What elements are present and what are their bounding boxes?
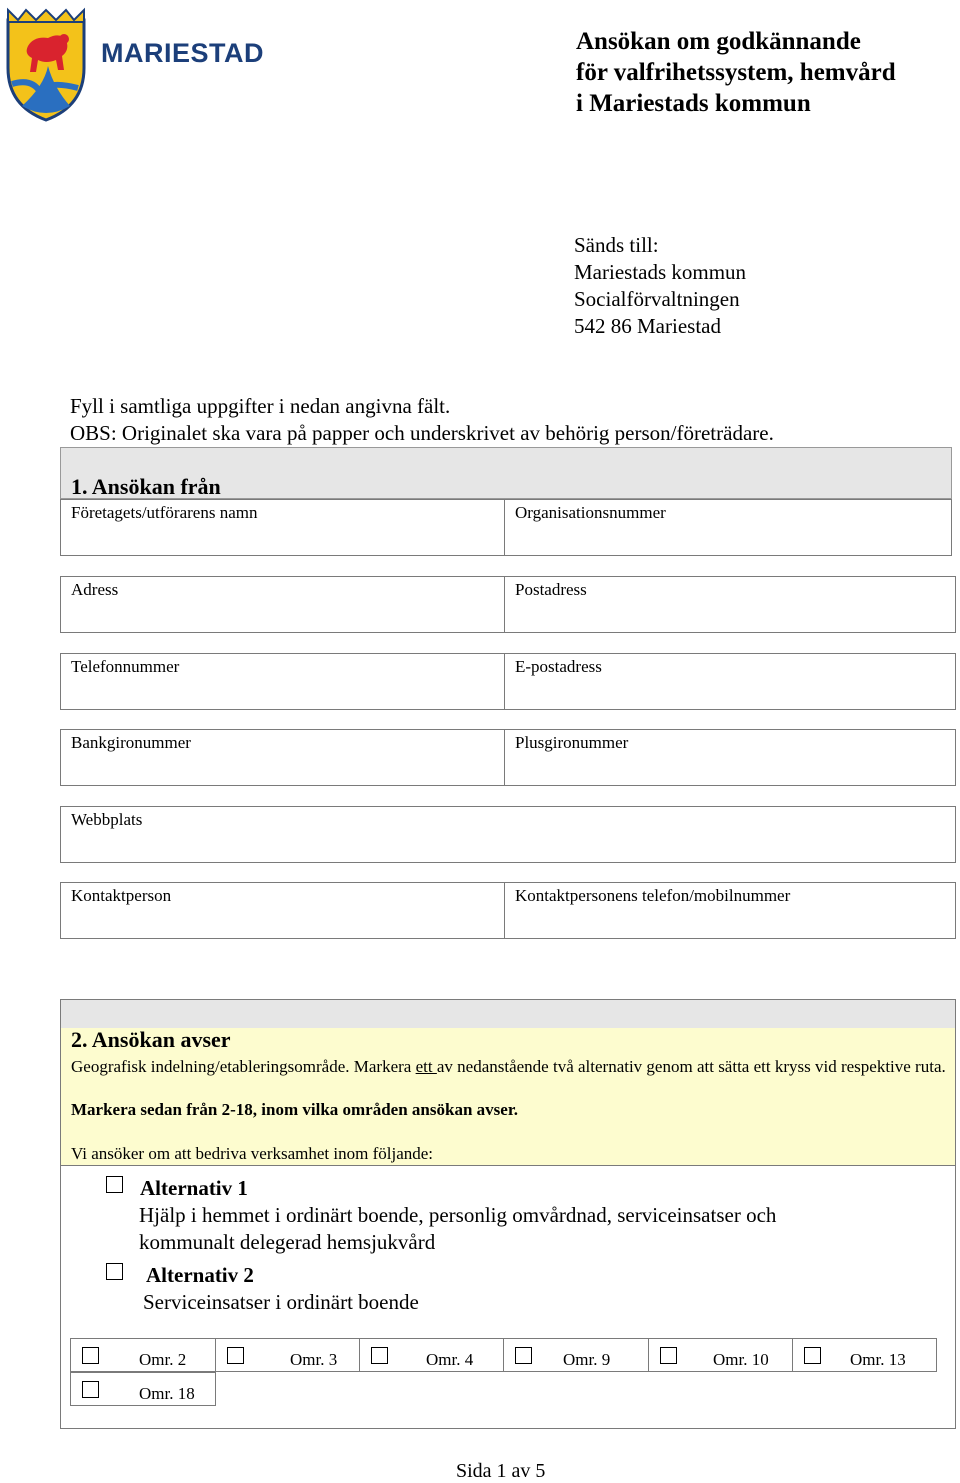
brand-name: MARIESTAD: [101, 38, 264, 68]
area-option[interactable]: [70, 1372, 216, 1406]
contact-phone-field[interactable]: [504, 882, 956, 939]
field-label: Bankgironummer: [71, 733, 191, 752]
area-label: Omr. 2: [139, 1350, 187, 1369]
field-label: Adress: [71, 580, 119, 599]
area-checkbox[interactable]: [82, 1381, 99, 1398]
field-label: Företagets/utförarens namn: [71, 503, 258, 522]
field-label: Kontaktpersonens telefon/mobilnummer: [515, 886, 791, 905]
section-2-bold-instruction: Markera sedan från 2-18, inom vilka områden ansökan avser.: [71, 1100, 519, 1119]
title-line: för valfrihetssystem, hemvård: [576, 59, 896, 86]
area-option[interactable]: [359, 1338, 504, 1372]
alternative-1-title: Alternativ 1: [140, 1176, 248, 1200]
field-label: Plusgironummer: [515, 733, 629, 752]
area-option[interactable]: [648, 1338, 793, 1372]
plusgiro-field[interactable]: [504, 729, 956, 786]
area-option[interactable]: [792, 1338, 937, 1372]
company-name-field[interactable]: [60, 499, 505, 556]
area-label: Omr. 10: [713, 1350, 769, 1369]
alternative-1-line: Hjälp i hemmet i ordinärt boende, personlig omvårdnad, serviceinsatser och: [139, 1203, 777, 1227]
bankgiro-field[interactable]: [60, 729, 505, 786]
field-label: Telefonnummer: [71, 657, 180, 676]
alternative-2-title: Alternativ 2: [146, 1263, 254, 1287]
description-text: av nedanstående två alternativ genom att sätta ett kryss vid respektive ruta.: [436, 1057, 946, 1076]
field-label: Webbplats: [71, 810, 143, 829]
instruction-line: OBS: Originalet ska vara på papper och underskrivet av behörig person/företrädare.: [70, 421, 774, 445]
section-2-description: [71, 1056, 951, 1078]
area-checkbox[interactable]: [227, 1347, 244, 1364]
send-to-line: Socialförvaltningen: [574, 287, 740, 311]
send-to-line: Mariestads kommun: [574, 260, 747, 284]
field-label: Postadress: [515, 580, 587, 599]
area-option[interactable]: [70, 1338, 216, 1372]
send-to-address: [574, 232, 746, 340]
address-field[interactable]: [60, 576, 505, 633]
field-label: Kontaktperson: [71, 886, 172, 905]
alternative-2-description: Serviceinsatser i ordinärt boende: [143, 1290, 419, 1314]
area-label: Omr. 9: [563, 1350, 611, 1369]
instructions: [70, 393, 774, 447]
area-checkbox[interactable]: [660, 1347, 677, 1364]
document-title: [576, 26, 896, 119]
send-to-label: Sänds till:: [574, 233, 659, 257]
field-label: E-postadress: [515, 657, 602, 676]
mariestad-coat-of-arms-logo: [4, 6, 88, 124]
section-2-title: 2. Ansökan avser: [71, 1027, 231, 1052]
email-field[interactable]: [504, 653, 956, 710]
page-number: Sida 1 av 5: [456, 1460, 546, 1482]
phone-field[interactable]: [60, 653, 505, 710]
description-emphasis: ett: [415, 1057, 437, 1076]
section-2-header-band: [61, 1000, 955, 1028]
area-checkbox[interactable]: [82, 1347, 99, 1364]
postal-address-field[interactable]: [504, 576, 956, 633]
section-2-we-apply: Vi ansöker om att bedriva verksamhet inom följande:: [71, 1144, 434, 1163]
area-label: Omr. 13: [850, 1350, 906, 1369]
area-checkbox[interactable]: [515, 1347, 532, 1364]
description-text: Geografisk indelning/etableringsområde. Markera: [71, 1057, 416, 1076]
area-checkbox[interactable]: [371, 1347, 388, 1364]
alternative-1-line: kommunalt delegerad hemsjukvård: [139, 1230, 436, 1254]
org-number-field[interactable]: [504, 499, 952, 556]
area-label: Omr. 4: [426, 1350, 474, 1369]
instruction-line: Fyll i samtliga uppgifter i nedan angivna fält.: [70, 394, 451, 418]
area-label: Omr. 3: [290, 1350, 338, 1369]
section-1-title: 1. Ansökan från: [71, 474, 221, 499]
title-line: i Mariestads kommun: [576, 90, 811, 117]
alternative-2-checkbox[interactable]: [106, 1263, 123, 1280]
area-option[interactable]: [503, 1338, 649, 1372]
field-label: Organisationsnummer: [515, 503, 666, 522]
title-line: Ansökan om godkännande: [576, 28, 861, 55]
send-to-line: 542 86 Mariestad: [574, 314, 721, 338]
website-field[interactable]: [60, 806, 956, 863]
alternative-1-description: [139, 1202, 776, 1256]
area-label: Omr. 18: [139, 1384, 195, 1403]
area-option[interactable]: [215, 1338, 360, 1372]
alternative-1-checkbox[interactable]: [106, 1176, 123, 1193]
contact-person-field[interactable]: [60, 882, 505, 939]
area-checkbox[interactable]: [804, 1347, 821, 1364]
